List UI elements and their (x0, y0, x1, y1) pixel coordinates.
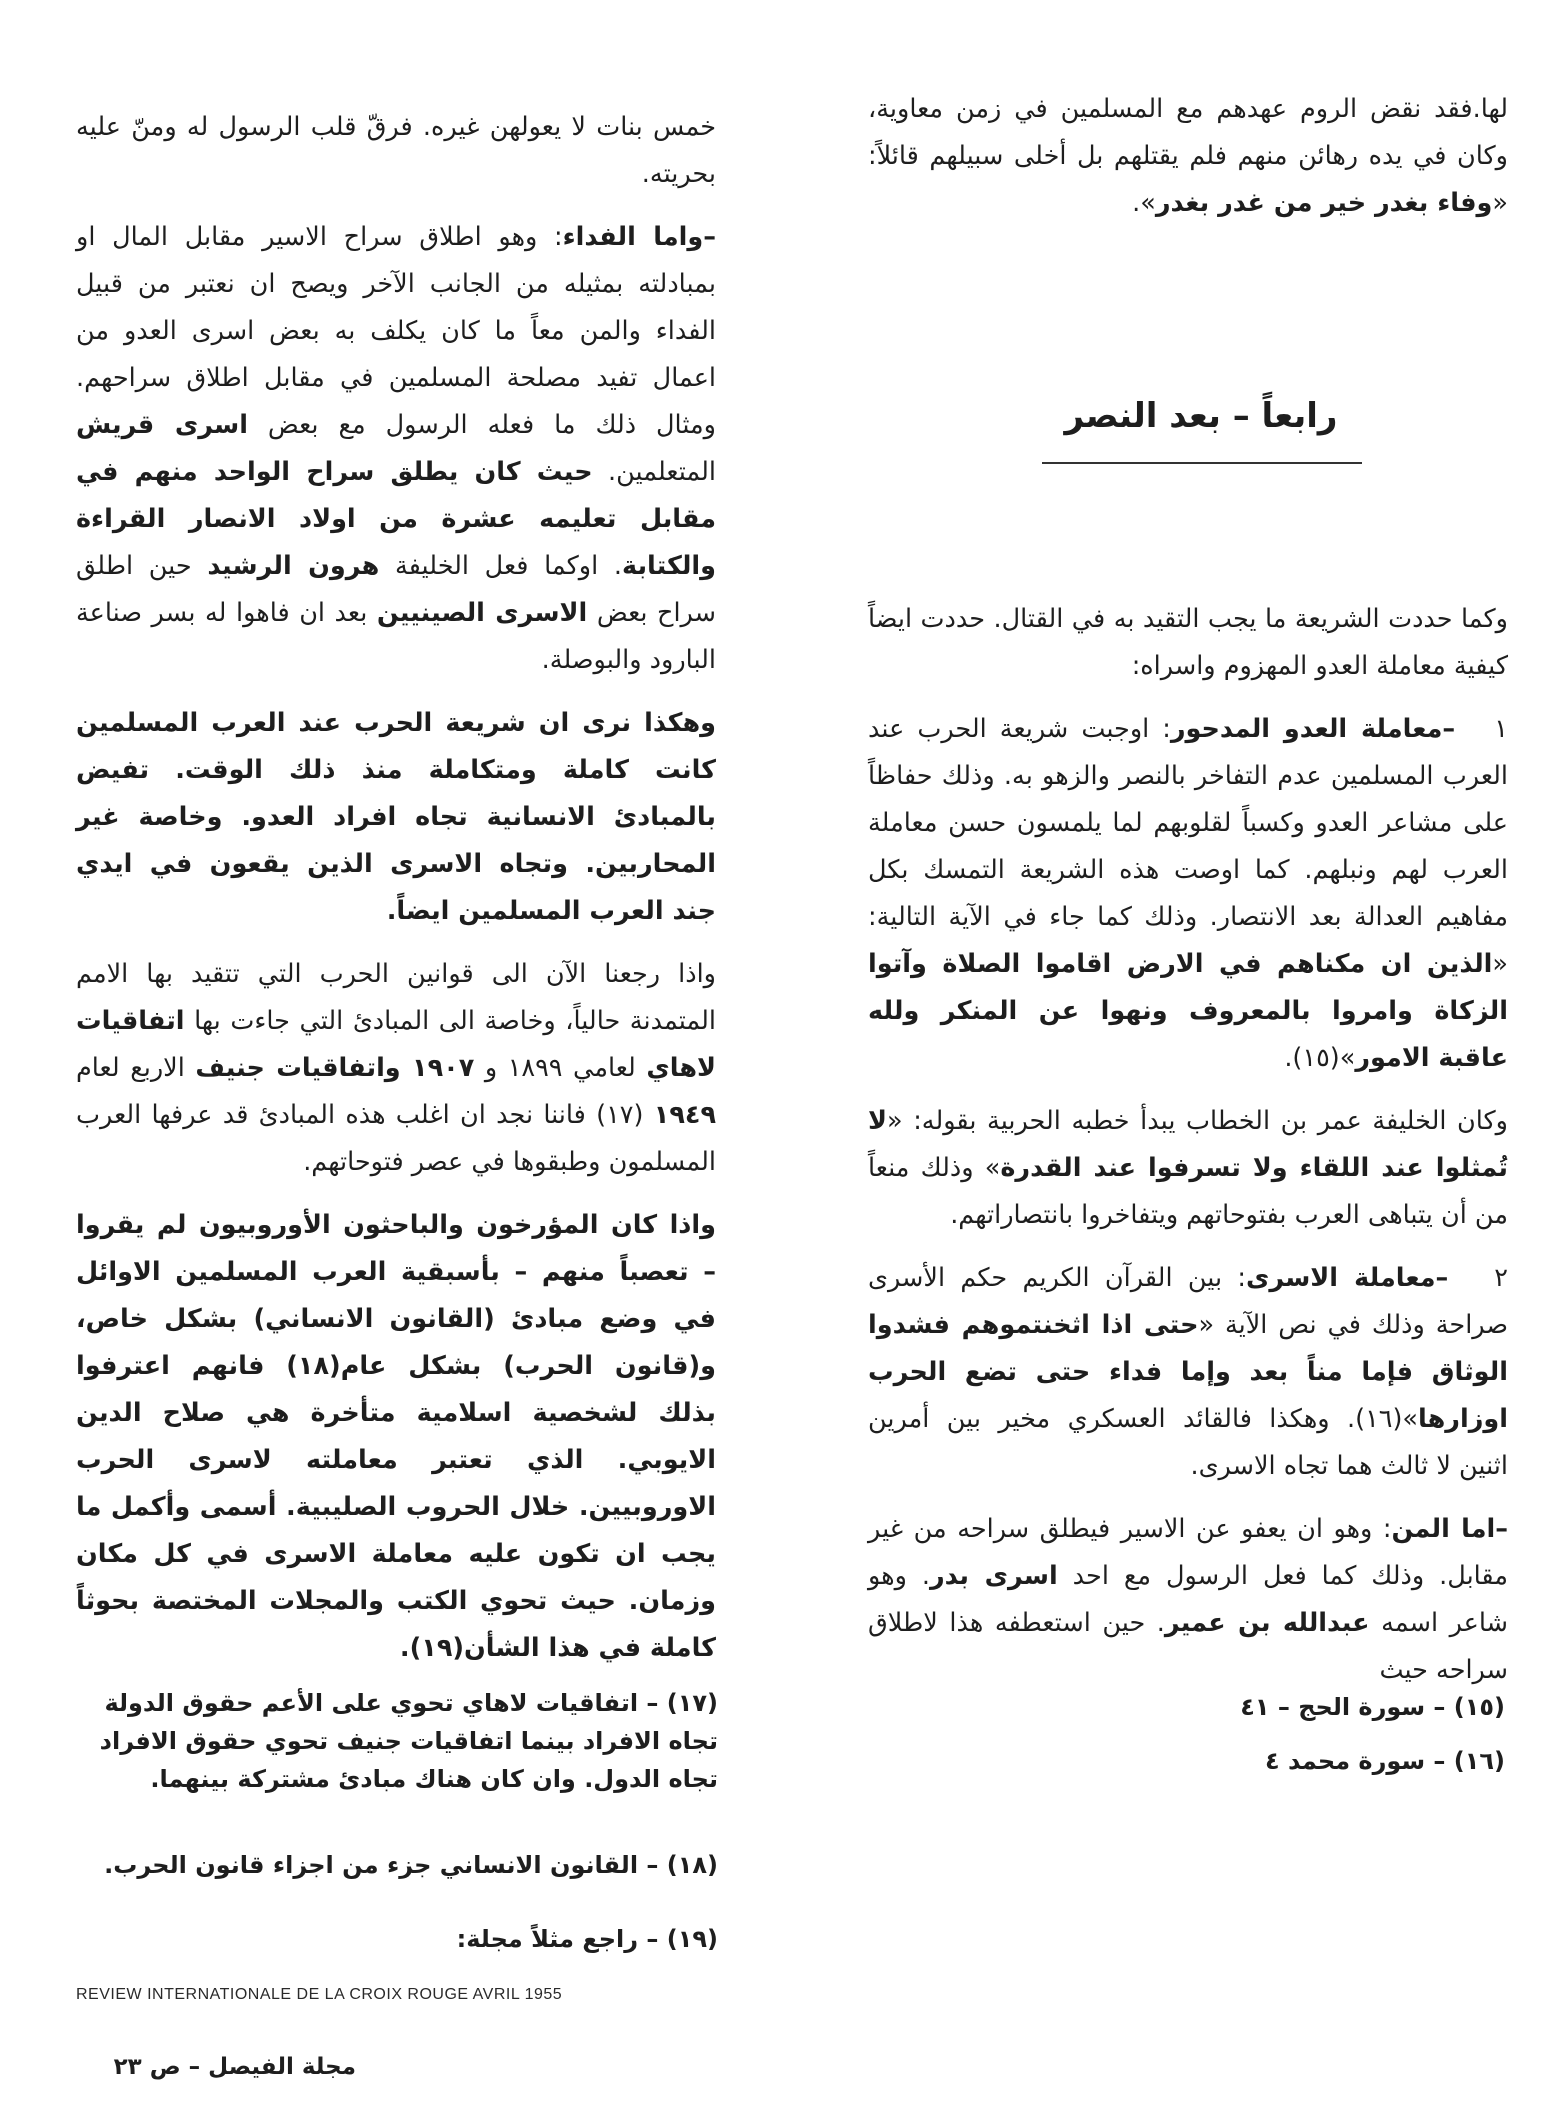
subheading-bold: –معاملة العدو المدحور (1170, 714, 1456, 744)
text-run: . وهو شاعر اسمه (868, 1561, 1509, 1638)
text-run: : بين القرآن الكريم حكم الأسرى صراحة وذلك في نص الآية « (868, 1263, 1509, 1340)
term-bold: ١٩٠٧ واتفاقيات جنيف (195, 1053, 475, 1083)
left-column (76, 104, 716, 1672)
paragraph-saladin-bold: واذا كان المؤرخون والباحثون الأوروبيون لم يقروا – تعصباً منهم – بأسبقية العرب المسلمين الاوائل في وضع مبادئ (القانون الانساني) بشكل خاص، و(قانون الحرب) بشكل عام(١٨) فانهم اعترفوا بذلك لشخصية اسلامية متأخرة هي صلاح الدين الايوبي. الذي تعتبر معاملته لاسرى الحرب الاوروبيين. خلال الحروب الصليبية. أسمى وأكمل ما يجب ان تكون عليه معاملة الاسرى في كل مكان وزمان. حيث تحوي الكتب والمجلات المختصة بحوثاً كاملة في هذا الشأن(١٩). (76, 1210, 716, 1663)
subheading-bold: –اما المن (1391, 1514, 1508, 1544)
quote-bold: حتى اذا اثخنتموهم فشدوا الوثاق فإما مناً بعد وإما فداء حتى تضع الحرب اوزارها (868, 1310, 1508, 1434)
footnote-ref: »(١٥). (1284, 1043, 1356, 1073)
term-bold: اتفاقيات لاهاي (76, 1006, 716, 1083)
text-run: »(١٦). وهكذا فالقائد العسكري مخير بين أمرين اثنين لا ثالث هما تجاه الاسرى. (868, 1404, 1508, 1481)
section-heading-text: رابعاً – بعد النصر (1064, 396, 1338, 436)
quote-bold: وفاء بغدر خير من غدر بغدر (1155, 188, 1493, 218)
footnote-15: (١٥) – سورة الحج – ٤١ (1240, 1693, 1505, 1721)
subheading-bold: –معاملة الاسرى (1245, 1263, 1449, 1293)
paragraph-ransom (76, 214, 716, 684)
footnote-17: (١٧) – اتفاقيات لاهاي تحوي على الأعم حقوق الدولة تجاه الافراد بينما اتفاقيات جنيف تحوي حقوق الافراد تجاه الدول. وان كان هناك مبادئ مشتركة بينهما. (99, 1689, 718, 1793)
term-bold: اسرى قريش (76, 410, 248, 440)
text-run: لها.فقد نقض الروم عهدهم مع المسلمين في زمن معاوية، وكان في يده رهائن منهم فلم يقتلهم بل أخلى سبيلهم قائلاً: « (868, 94, 1508, 218)
text-run: ». (1132, 188, 1156, 218)
text-run: » وذلك منعاً من أن يتباهى العرب بفتوحاتهم ويتفاخروا بانتصاراتهم. (868, 1153, 1508, 1230)
text-run: الاربع لعام (76, 1053, 196, 1083)
term-bold: اسرى بدر (929, 1561, 1058, 1591)
text-run: : وهو ان يعفو عن الاسير فيطلق سراحه من غير مقابل. وذلك كما فعل الرسول مع احد (868, 1514, 1508, 1591)
text-run: وكان الخليفة عمر بن الخطاب يبدأ خطبه الحربية بقوله: « (887, 1106, 1508, 1136)
text-run: (١٧) فاننا نجد ان اغلب هذه المبادئ قد عرفها العرب المسلمون وطبقوها في عصر فتوحاتهم. (76, 1100, 716, 1177)
quote-bold: لا تُمثلوا عند اللقاء ولا تسرفوا عند القدرة (868, 1106, 1508, 1183)
term-bold: ١٩٤٩ (653, 1100, 717, 1130)
paragraph-romans-hostages (868, 86, 1508, 227)
text-run: واذا رجعنا الآن الى قوانين الحرب التي تتقيد بها الامم المتمدنة حالياً، وخاصة الى المبادئ التي جاءت بها (76, 959, 716, 1036)
paragraph-prisoners (868, 1255, 1508, 1490)
paragraph-intro: وكما حددت الشريعة ما يجب التقيد به في القتال. حددت ايضاً كيفية معاملة العدو المهزوم واسراه: (868, 604, 1508, 681)
text-run: المتعلمين. (592, 457, 716, 487)
footnote-19: (١٩) – راجع مثلاً مجلة: (456, 1925, 718, 1953)
right-column (868, 86, 1508, 227)
text-run: : وهو اطلاق سراح الاسير مقابل المال او بمبادلته بمثيله من الجانب الآخر ويصح ان نعتبر من قبيل الفداء والمن معاً ما كان يكلف به بعض اسرى العدو من اعمال تفيد مصلحة المسلمين في مقابل اطلاق سراحهم. ومثال ذلك ما فعله الرسول مع بعض (76, 222, 716, 440)
term-bold: الاسرى الصينيين (376, 598, 588, 628)
footnote-18: (١٨) – القانون الانساني جزء من اجزاء قانون الحرب. (104, 1851, 718, 1879)
quote-bold: الذين ان مكناهم في الارض اقاموا الصلاة وآتوا الزكاة وامروا بالمعروف ونهوا عن المنكر ولله عاقبة الامور (868, 949, 1508, 1073)
term-bold: عبدالله بن عمير (1164, 1608, 1370, 1638)
heading-underline (1042, 462, 1362, 464)
text-run: . اوكما فعل الخليفة (379, 551, 622, 581)
section-heading (1056, 386, 1346, 446)
text-run: . حين استعطفه هذا لاطلاق سراحه حيث (868, 1608, 1508, 1685)
paragraph-release (868, 1506, 1508, 1694)
text-run: لعامي ١٨٩٩ و (474, 1053, 647, 1083)
item-number: ١ (1494, 714, 1508, 744)
term-bold: حيث كان يطلق سراح الواحد منهم في مقابل تعليمه عشرة من اولاد الانصار القراءة والكتابة (76, 457, 717, 581)
text-run: : اوجبت شريعة الحرب عند العرب المسلمين عدم التفاخر بالنصر والزهو به. وذلك حفاظاً على مشاعر العدو وكسباً لقلوبهم لما يلمسون حسن معاملة العرب لهم ونبلهم. كما اوصت هذه الشريعة التمسك بكل مفاهيم العدالة بعد الانتصار. وذلك كما جاء في الآية التالية: « (868, 714, 1508, 979)
term-bold: هرون الرشيد (207, 551, 380, 581)
text-run: بعد ان فاهوا له بسر صناعة البارود والبوصلة. (76, 598, 716, 675)
text-run: حين اطلق سراح بعض (76, 551, 716, 628)
paragraph-conclusion-bold: وهكذا نرى ان شريعة الحرب عند العرب المسلمين كانت كاملة ومتكاملة منذ ذلك الوقت. تفيض بالمبادئ الانسانية تجاه افراد العدو. وخاصة غير المحاربين. وتجاه الاسرى الذين يقعون في ايدي جند العرب المسلمين ايضاً. (76, 708, 716, 926)
right-column-body (868, 596, 1508, 1694)
journal-citation: REVIEW INTERNATIONALE DE LA CROIX ROUGE AVRIL 1955 (76, 1986, 563, 2003)
footnote-16: (١٦) – سورة محمد ٤ (1264, 1747, 1505, 1775)
page-reference: مجلة الفيصل – ص ٢٣ (113, 2054, 356, 2080)
paragraph-five-daughters: خمس بنات لا يعولهن غيره. فرقّ قلب الرسول له ومنّ عليه بحريته. (76, 112, 716, 189)
paragraph-defeated-enemy (868, 706, 1508, 1082)
subheading-bold: –واما الفداء (562, 222, 716, 252)
paragraph-conventions (76, 951, 716, 1186)
paragraph-omar-speech (868, 1098, 1508, 1239)
item-number: ٢ (1494, 1263, 1508, 1293)
